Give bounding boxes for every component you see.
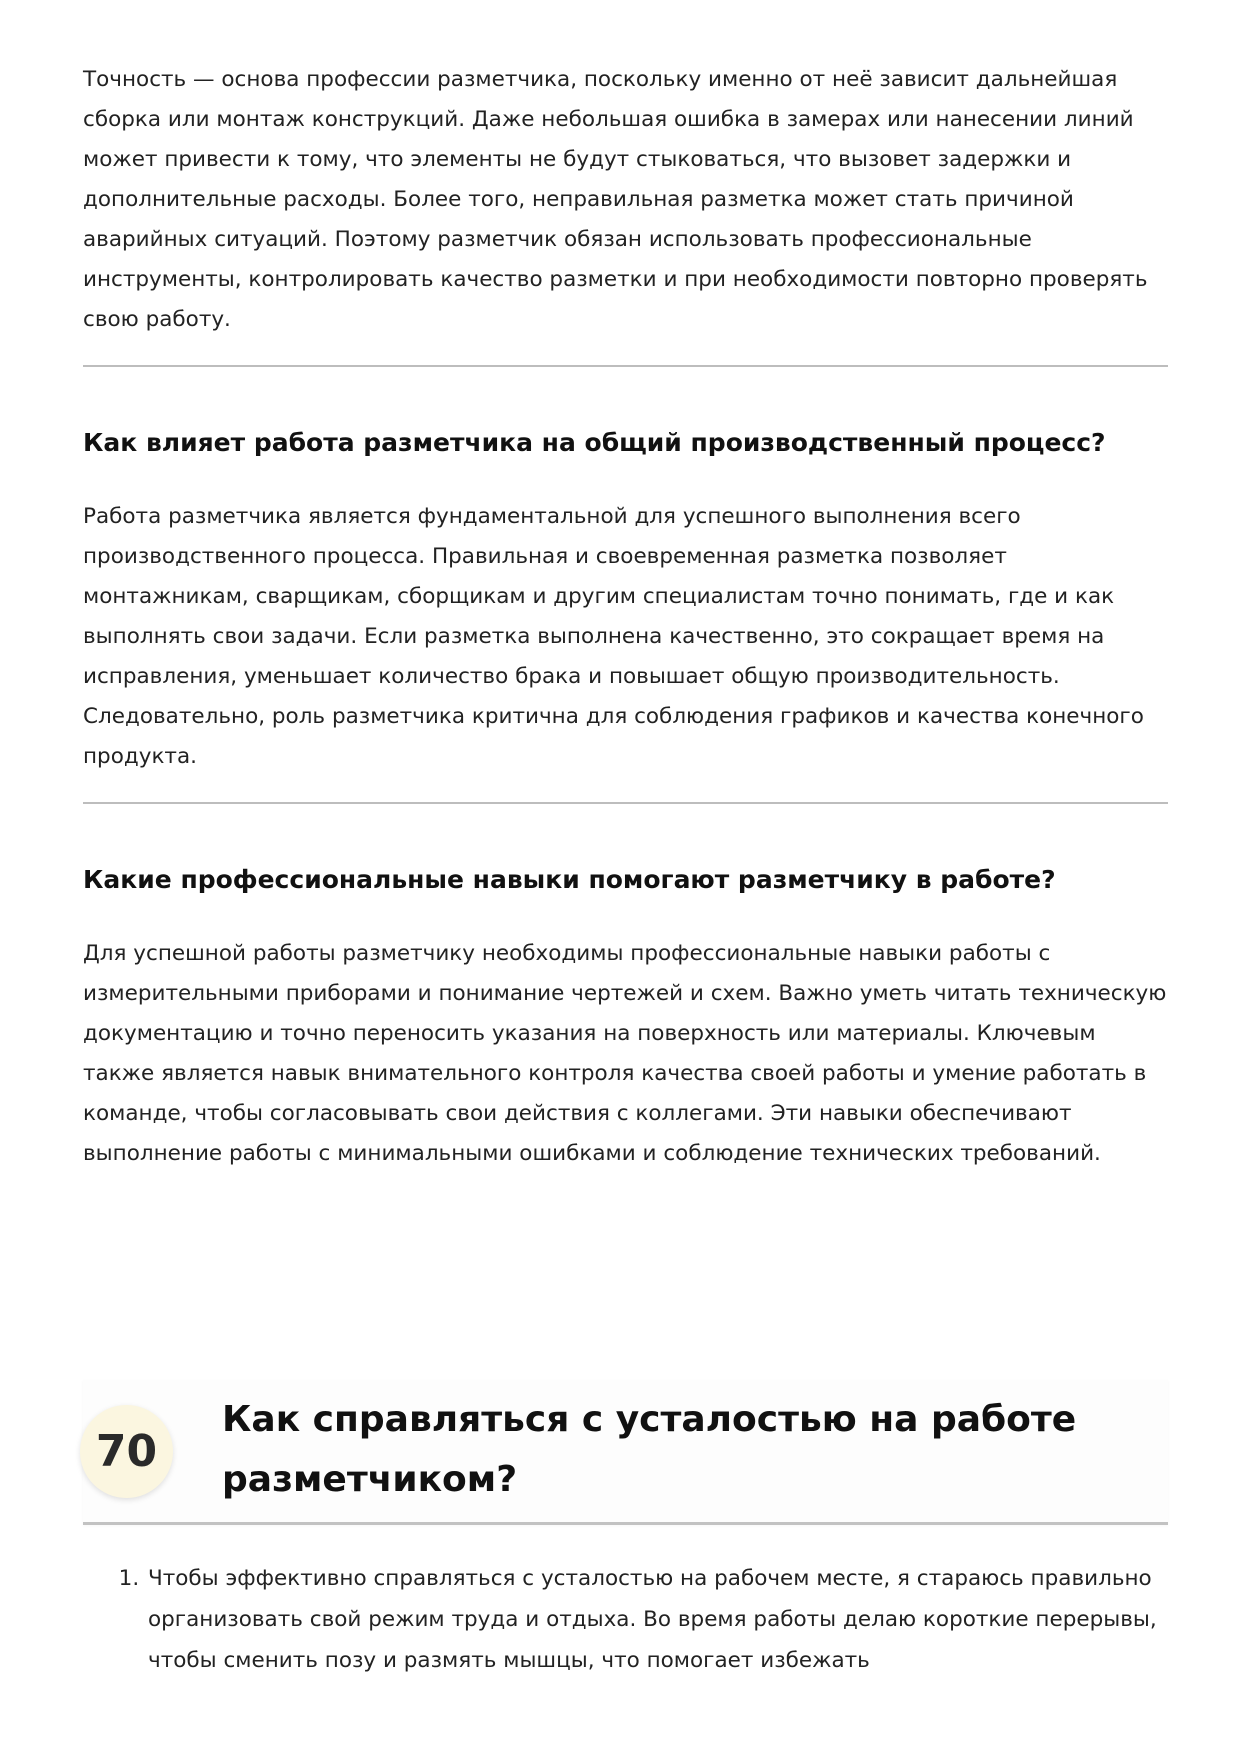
- list-item: 1. Чтобы эффективно справляться с усталостью на рабочем месте, я стараюсь правильно организовать свой режим труда и отдыха. Во время работы делаю короткие перерывы, чтобы сменить позу и размять мышцы, что помогает избежать: [146, 1558, 1206, 1678]
- intro-paragraph: Точность — основа профессии разметчика, поскольку именно от неё зависит дальнейшая сборка или монтаж конструкций. Даже небольшая ошибка в замерах или нанесении линий может привести к тому, что элементы не будут стыковаться, что вызовет задержки и дополнительные расходы. Более того, неправильная разметка может стать причиной аварийных ситуаций. Поэтому разметчик обязан использовать профессиональные инструменты, контролировать качество разметки и при необходимости повторно проверять свою работу.: [83, 67, 1148, 332]
- section-title: Как справляться с усталостью на работе разметчиком?: [222, 1399, 1077, 1500]
- divider: [83, 802, 1168, 804]
- answer-list: [118, 1558, 1206, 1678]
- question-heading: Какие профессиональные навыки помогают разметчику в работе?: [83, 865, 1056, 894]
- answer-paragraph: Для успешной работы разметчику необходимы профессиональные навыки работы с измерительными приборами и понимание чертежей и схем. Важно уметь читать техническую документацию и точно переносить указания на поверхность или материалы. Ключевым также является навык внимательного контроля качества своей работы и умение работать в команде, чтобы согласовывать свои действия с коллегами. Эти навыки обеспечивают выполнение работы с минимальными ошибками и соблюдение технических требований.: [83, 941, 1167, 1166]
- section-number-badge: 70: [80, 1405, 173, 1498]
- question-heading: Как влияет работа разметчика на общий производственный процесс?: [83, 428, 1106, 457]
- answer-paragraph: Работа разметчика является фундаментальной для успешного выполнения всего производственного процесса. Правильная и своевременная разметка позволяет монтажникам, сварщикам, сборщикам и другим специалистам точно понимать, где и как выполнять свои задачи. Если разметка выполнена качественно, это сокращает время на исправления, уменьшает количество брака и повышает общую производительность. Следовательно, роль разметчика критична для соблюдения графиков и качества конечного продукта.: [83, 504, 1144, 769]
- divider: [83, 365, 1168, 367]
